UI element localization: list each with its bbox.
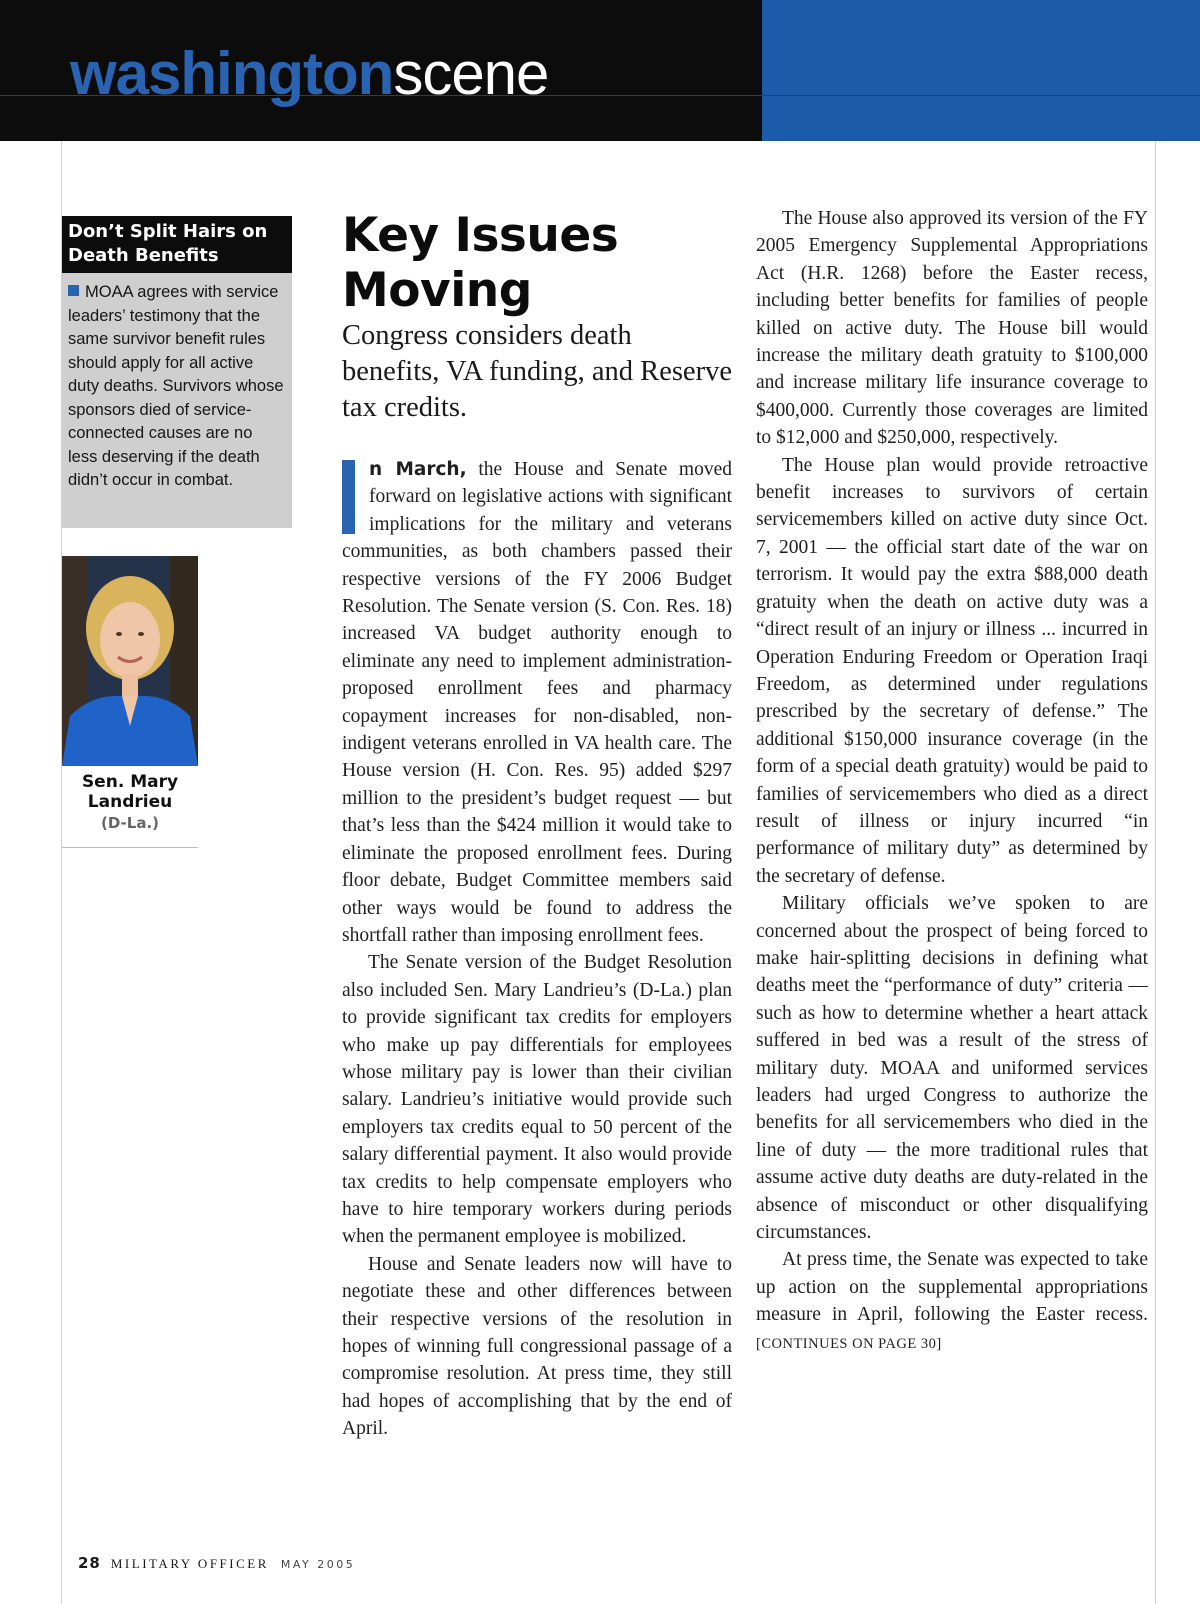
sidebar-body bbox=[62, 273, 292, 493]
article-column-2 bbox=[756, 205, 1148, 1358]
drop-cap-bar bbox=[342, 460, 355, 534]
page-footer bbox=[78, 1554, 355, 1572]
article-subhead: Congress considers death benefits, VA funding, and Reserve tax credits. bbox=[342, 320, 732, 423]
article-column-1 bbox=[342, 456, 732, 1443]
portrait-illustration bbox=[62, 556, 198, 766]
caption-name: Sen. Mary Landrieu bbox=[81, 772, 179, 812]
caption-party: (D-La.) bbox=[100, 814, 160, 832]
bullet-square-icon bbox=[68, 285, 79, 296]
lead-in: n March, bbox=[369, 459, 467, 480]
paragraph-1-text: the House and Senate moved forward on legislative actions with significant implications for the military and veterans communities, as both chambers passed their respective versions of the FY 2006 Budget Resolution. The Senate version (S. Con. Res. 18) increased VA budget authority enough to eliminate any need to implement administration-proposed enrollment fees and pharmacy copayment increases for non-disabled, non-indigent veterans enrolled in VA health care. The House version (H. Con. Res. 95) added $297 million to the president’s budget request — but that’s less than the $424 million it would take to eliminate the proposed enrollment fees. During floor debate, Budget Committee members said other ways would be found to address the shortfall rather than imposing enrollment fees. bbox=[342, 459, 732, 946]
paragraph-3: House and Senate leaders now will have to negotiate these and other differences between their respective versions of the resolution in hopes of winning full congressional passage of a compromise resolution. At press time, they still had hopes of accomplishing that by the end of April. bbox=[342, 1253, 732, 1440]
paragraph-6: Military officials we’ve spoken to are concerned about the prospect of being forced to make hair-splitting decisions in defining what deaths meet the “performance of duty” criteria — such as how to determine whether a heart attack suffered in bed was a result of the stress of military duty. MOAA and uniformed services leaders had urged Congress to authorize the benefits for all servicemembers who died in the line of duty — the more traditional rules that assume active duty deaths are duty-related in the absence of misconduct or other disqualifying circumstances. bbox=[756, 893, 1148, 1244]
paragraph-5: The House plan would provide retroactive benefit increases to survivors of certain servicemembers killed on active duty since Oct. 7, 2001 — the official start date of the war on terrorism. It would pay the extra $88,000 death gratuity when the death on active duty was a “direct result of an injury or illness ... incurred in Operation Enduring Freedom or Operation Iraqi Freedom, as determined under regulations prescribed by the secretary of defense.” The additional $150,000 insurance coverage (in the form of a special death gratuity) would be paid to families of servicemembers who died as a direct result of illness or injury incurred “in performance of military duty” as determined by the secretary of defense. bbox=[756, 454, 1148, 887]
section-masthead bbox=[70, 34, 548, 114]
paragraph-1 bbox=[342, 456, 732, 949]
paragraph-4: The House also approved its version of the FY 2005 Emergency Supplemental Appropriations Act (H.R. 1268) before the Easter recess, including better benefits for families of people killed on active duty. The House bill would increase the military death gratuity to $100,000 and increase military life insurance coverage to $400,000. Currently those coverages are limited to $12,000 and $250,000, respectively. bbox=[756, 208, 1148, 449]
header-accent-block bbox=[762, 0, 1200, 141]
continues-note: [CONTINUES ON PAGE 30] bbox=[756, 1335, 942, 1352]
paragraph-7-text: At press time, the Senate was expected to take up action on the supplemental appropriations measure in April, following the Easter recess. bbox=[756, 1249, 1148, 1326]
magazine-name: MILITARY OFFICER bbox=[110, 1556, 269, 1571]
paragraph-7 bbox=[756, 1246, 1148, 1358]
sidebar-title: Don’t Split Hairs on Death Benefits bbox=[62, 216, 292, 273]
paragraph-2: The Senate version of the Budget Resolution also included Sen. Mary Landrieu’s (D-La.) plan to provide significant tax credits for employers who make up pay differentials for employees whose military pay is lower than their civilian salary. Landrieu’s initiative would provide such employers tax credits equal to 50 percent of the salary differential payment. It also would provide tax credits to help compensate employers who have to hire temporary workers during periods when the permanent employee is mobilized. bbox=[342, 952, 732, 1248]
photo-caption bbox=[62, 772, 198, 834]
masthead-scene: scene bbox=[393, 40, 549, 107]
senator-portrait bbox=[62, 556, 198, 766]
article-headline: Key Issues Moving bbox=[342, 208, 619, 318]
sidebar-box bbox=[62, 216, 292, 528]
sidebar-text: MOAA agrees with service leaders’ testimony that the same survivor benefit rules should apply for all active duty deaths. Survivors whose sponsors died of service-connected causes are no less deserving if the death didn’t occur in combat. bbox=[68, 283, 284, 489]
issue-date: MAY 2005 bbox=[280, 1558, 356, 1571]
right-margin-rule bbox=[1155, 141, 1156, 1604]
masthead-washington: washington bbox=[70, 40, 394, 107]
page-number: 28 bbox=[78, 1554, 101, 1572]
caption-rule bbox=[62, 847, 198, 848]
